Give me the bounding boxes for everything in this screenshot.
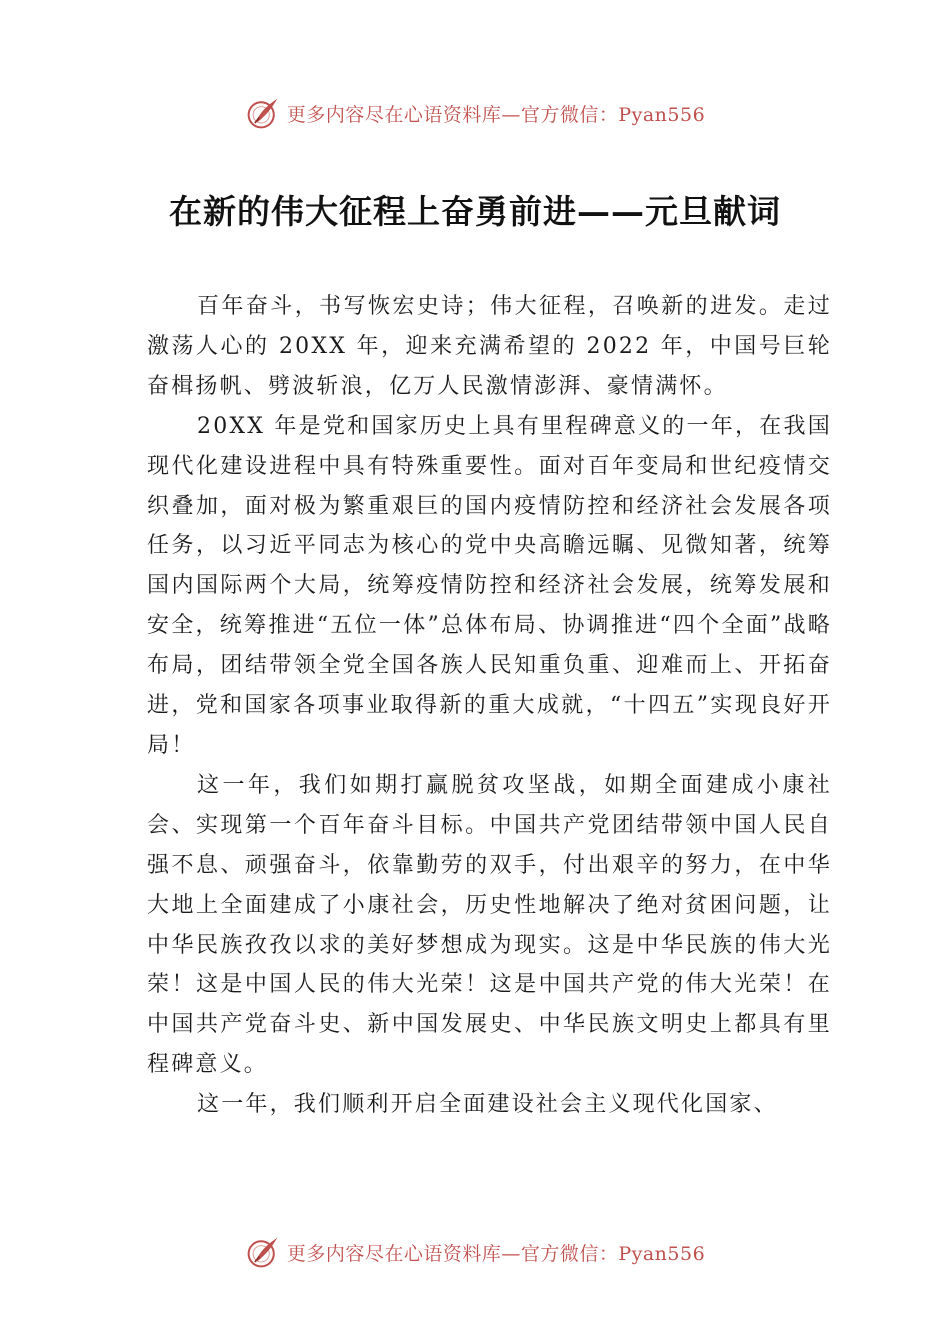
- document-body: [147, 287, 832, 1125]
- watermark-text: 更多内容尽在心语资料库—官方微信：Pyan556: [286, 103, 706, 126]
- quill-pen-logo-icon: [245, 95, 281, 131]
- paragraph: 百年奋斗，书写恢宏史诗；伟大征程，召唤新的进发。走过激荡人心的 20XX 年，迎来充满希望的 2022 年，中国号巨轮奋楫扬帆、劈波斩浪，亿万人民激情澎湃、豪情满怀。: [147, 294, 832, 399]
- paragraph: 20XX 年是党和国家历史上具有里程碑意义的一年，在我国现代化建设进程中具有特殊重要性。面对百年变局和世纪疫情交织叠加，面对极为繁重艰巨的国内疫情防控和经济社会发展各项任务，以习近平同志为核心的党中央高瞻远瞩、见微知著，统筹国内国际两个大局，统筹疫情防控和经济社会发展，统筹发展和安全，统筹推进“五位一体”总体布局、协调推进“四个全面”战略布局，团结带领全党全国各族人民知重负重、迎难而上、开拓奋进，党和国家各项事业取得新的重大成就，“十四五”实现良好开局！: [147, 413, 832, 758]
- header-watermark: [0, 93, 950, 133]
- document-title: 在新的伟大征程上奋勇前进——元旦献词: [169, 192, 781, 231]
- watermark-text: 更多内容尽在心语资料库—官方微信：Pyan556: [286, 1242, 706, 1265]
- paragraph: 这一年，我们顺利开启全面建设社会主义现代化国家、: [197, 1092, 778, 1118]
- paragraph: 这一年，我们如期打赢脱贫攻坚战，如期全面建成小康社会、实现第一个百年奋斗目标。中国共产党团结带领中国人民自强不息、顽强奋斗，依靠勤劳的双手，付出艰辛的努力，在中华大地上全面建成了小康社会，历史性地解决了绝对贫困问题，让中华民族孜孜以求的美好梦想成为现实。这是中华民族的伟大光荣！这是中国人民的伟大光荣！这是中国共产党的伟大光荣！在中国共产党奋斗史、新中国发展史、中华民族文明史上都具有里程碑意义。: [147, 772, 832, 1078]
- footer-watermark: [0, 1232, 950, 1272]
- quill-pen-logo-icon: [245, 1234, 281, 1270]
